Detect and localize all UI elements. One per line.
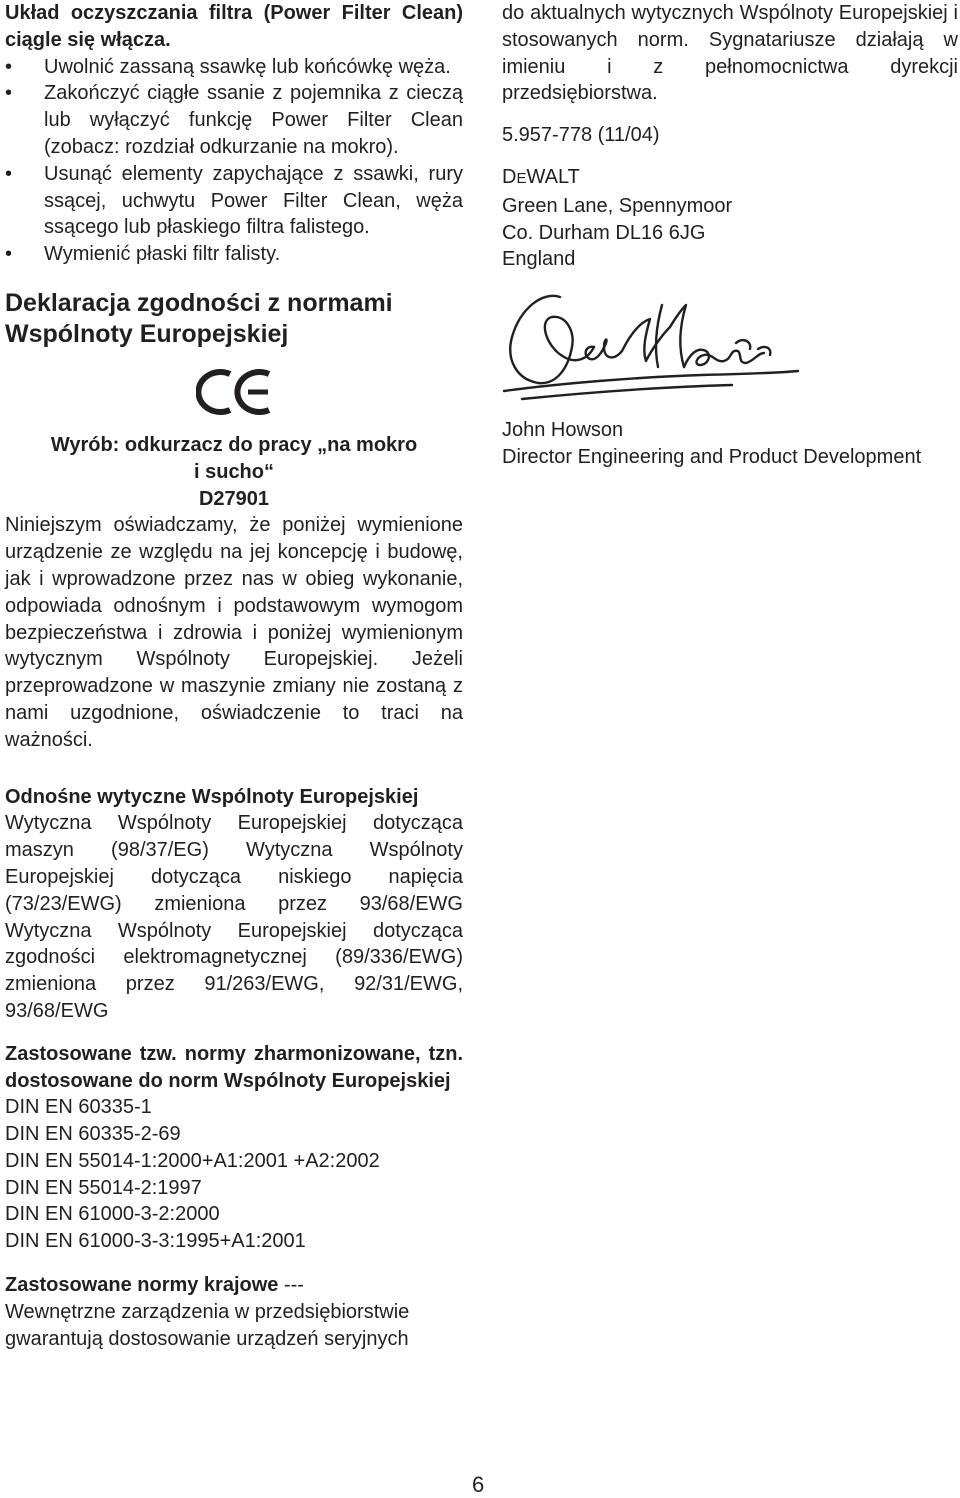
company-name: DEWALT (502, 165, 580, 188)
product-name: Wyrób: odkurzacz do pracy „na mokro i sucho“ D27901 (5, 432, 463, 512)
list-item: • Uwolnić zassaną ssawkę lub końcówkę węża. (5, 54, 463, 81)
directives-text: Wytyczna Wspólnoty Europejskiej dotycząca maszyn (98/37/EG) Wytyczna Wspólnoty Europejskiej dotycząca niskiego napięcia (73/23/EWG) zmieniona przez 93/68/EWG Wytyczna Wspólnoty Europejskiej dotycząca zgodności elektromagnetycznej (89/336/EWG) zmieniona przez 91/263/EWG, 92/31/EWG, 93/68/EWG (5, 812, 463, 1022)
declaration-title: Deklaracja zgodności z normami Wspólnoty Europejskiej (5, 288, 393, 348)
left-column (5, 0, 463, 1352)
troubleshooting-list (5, 54, 463, 268)
signatory-title: Director Engineering and Product Development (502, 445, 922, 468)
page-number: 6 (472, 1472, 485, 1497)
company-address: DEWALT Green Lane, Spennymoor Co. Durham DL16 6JG England (502, 164, 958, 273)
troubleshooting-heading: Układ oczyszczania filtra (Power Filter Clean) ciągle się włącza. (5, 2, 463, 51)
standards-list (5, 1094, 463, 1255)
directives-heading: Odnośne wytyczne Wspólnoty Europejskiej (5, 785, 419, 808)
declaration-text: Niniejszym oświadczamy, że poniżej wymienione urządzenie ze względu na jej koncepcję i budowę, jak i wprowadzone przez nas w obieg wykonanie, odpowiada odnośnym i podstawowym wymogom bezpieczeństwa i zdrowia i poniżej wymienionym wytycznym Wspólnoty Europejskiej. Jeżeli przeprowadzone w maszynie zmiany nie zostaną z nami uzgodnione, oświadczenie to traci na ważności. (5, 514, 463, 751)
signature-image (502, 287, 802, 405)
ce-mark-icon (196, 366, 272, 418)
model-number: D27901 (198, 487, 270, 510)
bullet-icon: • (5, 162, 13, 185)
list-item: DIN EN 61000-3-2:2000 (5, 1203, 220, 1226)
list-item: DIN EN 60335-1 (5, 1096, 152, 1119)
standards-heading: Zastosowane tzw. normy zharmonizowane, tzn. dostosowane do norm Wspólnoty Europejskiej (5, 1042, 463, 1092)
national-standards-text: Wewnętrzne zarządzenia w przedsiębiorstwie gwarantują dostosowanie urządzeń seryjnych (5, 1300, 410, 1350)
list-item: • Usunąć elementy zapychające z ssawki, rury ssącej, uchwytu Power Filter Clean, węża ssącego lub płaskiego filtra falistego. (5, 162, 463, 239)
signatory (502, 417, 958, 471)
document-number: 5.957-778 (11/04) (502, 124, 660, 147)
list-item: DIN EN 60335-2-69 (5, 1123, 181, 1146)
list-item: • Wymienić płaski filtr falisty. (5, 241, 463, 268)
national-standards-heading: Zastosowane normy krajowe --- (5, 1274, 304, 1297)
bullet-icon: • (5, 55, 13, 78)
continuation-text: do aktualnych wytycznych Wspólnoty Europejskiej i stosowanych norm. Sygnatariusze działają w imieniu i z pełnomocnictwa dyrekcji przedsiębiorstwa. (502, 2, 958, 105)
list-item: • Zakończyć ciągłe ssanie z pojemnika z cieczą lub wyłączyć funkcję Power Filter Clean (zobacz: rozdział odkurzanie na mokro). (5, 82, 463, 158)
right-column (502, 0, 958, 471)
signatory-name: John Howson (502, 419, 624, 442)
bullet-icon: • (5, 243, 13, 266)
list-item: DIN EN 55014-2:1997 (5, 1176, 202, 1199)
list-item: DIN EN 55014-1:2000+A1:2001 +A2:2002 (5, 1149, 380, 1172)
list-item: DIN EN 61000-3-3:1995+A1:2001 (5, 1230, 306, 1253)
bullet-icon: • (5, 82, 13, 105)
